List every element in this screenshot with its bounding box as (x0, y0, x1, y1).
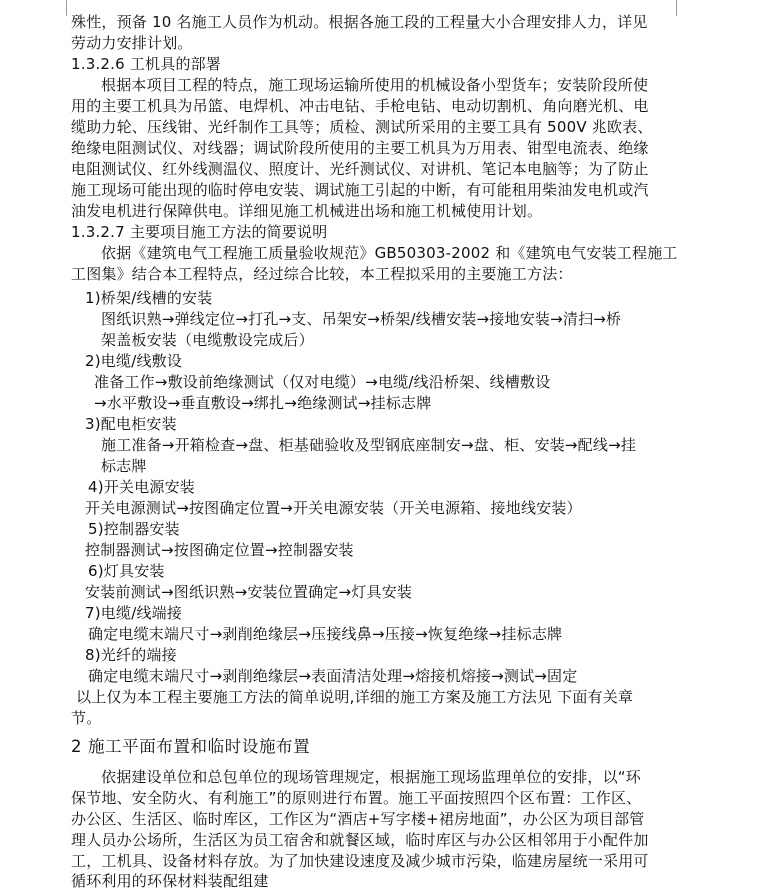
list-item-title: 5)控制器安装 (88, 520, 180, 538)
list-item-title: 3)配电柜安装 (85, 415, 177, 433)
list-item-body: 确定电缆末端尺寸→剥削绝缘层→压接线鼻→压接→恢复绝缘→挂标志牌 (88, 625, 563, 643)
list-item-body: 架盖板安装（电缆敷设完成后） (101, 331, 314, 349)
paragraph-line: 油发电机进行保障供电。详细见施工机械进出场和施工机械使用计划。 (71, 202, 543, 220)
list-item-body: 图纸识熟→弹线定位→打孔→支、吊架安→桥架/线槽安装→接地安装→清扫→桥 (101, 310, 622, 328)
section-heading-1-3-2-7: 1.3.2.7 主要项目施工方法的简要说明 (71, 223, 328, 241)
paragraph-line: 理人员办公场所，生活区为员工宿舍和就餐区域，临时库区与办公区相邻用于小配件加 (71, 831, 649, 849)
list-item-title: 1)桥架/线槽的安装 (85, 289, 213, 307)
list-item-body: 标志牌 (101, 457, 147, 475)
section-heading-1-3-2-6: 1.3.2.6 工机具的部署 (71, 55, 222, 73)
paragraph-line: 循环利用的环保材料装配组建 (71, 872, 269, 890)
list-item-body: 开关电源测试→按图确定位置→开关电源安装（开关电源箱、接地线安装） (85, 499, 582, 517)
list-item-body: 确定电缆末端尺寸→剥削绝缘层→表面清洁处理→熔接机熔接→测试→固定 (88, 667, 578, 685)
paragraph-line: 工图集》结合本工程特点，经过综合比较，本工程拟采用的主要施工方法： (71, 265, 573, 283)
list-item-title: 6)灯具安装 (88, 562, 165, 580)
list-item-body: 准备工作→敷设前绝缘测试（仅对电缆）→电缆/线沿桥架、线槽敷设 (94, 373, 551, 391)
paragraph-line: 用的主要工机具为吊篮、电焊机、冲击电钻、手枪电钻、电动切割机、角向磨光机、电 (71, 97, 649, 115)
margin-crop-mark (66, 0, 67, 16)
paragraph-line: 劳动力安排计划。 (71, 34, 193, 52)
paragraph-line: 缆助力轮、压线钳、光纤制作工具等；质检、测试所采用的主要工具有 500V 兆欧表、 (71, 118, 653, 136)
paragraph-line: 根据本项目工程的特点，施工现场运输所使用的机械设备小型货车；安装阶段所使 (101, 76, 649, 94)
paragraph-line: 依据建设单位和总包单位的现场管理规定，根据施工现场监理单位的安排，以“环 (101, 768, 641, 786)
margin-crop-mark (676, 0, 677, 16)
list-item-title: 7)电缆/线端接 (85, 604, 183, 622)
paragraph-line: 以上仅为本工程主要施工方法的简单说明,详细的施工方案及施工方法见 下面有关章 (76, 688, 634, 706)
paragraph-line: 办公区、生活区、临时库区，工作区为“酒店+写字楼+裙房地面”，办公区为项目部管 (71, 810, 645, 828)
paragraph-line: 施工现场可能出现的临时停电安装、调试施工引起的中断，有可能租用柴油发电机或汽 (71, 181, 649, 199)
paragraph-line: 殊性，预备 10 名施工人员作为机动。根据各施工段的工程量大小合理安排人力，详见 (71, 13, 648, 31)
paragraph-line: 依据《建筑电气工程施工质量验收规范》GB50303-2002 和《建筑电气安装工程施工 (101, 244, 678, 262)
list-item-body: 控制器测试→按图确定位置→控制器安装 (85, 541, 354, 559)
list-item-body: 安装前测试→图纸识熟→安装位置确定→灯具安装 (85, 583, 413, 601)
list-item-title: 4)开关电源安装 (88, 478, 195, 496)
paragraph-line: 绝缘电阻测试仪、对线器；调试阶段所使用的主要工机具为万用表、钳型电流表、绝缘 (71, 139, 649, 157)
paragraph-line: 电阻测试仪、红外线测温仪、照度计、光纤测试仪、对讲机、笔记本电脑等；为了防止 (71, 160, 649, 178)
list-item-body: 施工准备→开箱检查→盘、柜基础验收及型钢底座制安→盘、柜、安装→配线→挂 (101, 436, 637, 454)
list-item-body: →水平敷设→垂直敷设→绑扎→绝缘测试→挂标志牌 (94, 394, 432, 412)
list-item-title: 2)电缆/线敷设 (85, 352, 183, 370)
paragraph-line: 工，工机具、设备材料存放。为了加快建设速度及减少城市污染，临建房屋统一采用可 (71, 852, 649, 870)
chapter-heading: 2 施工平面布置和临时设施布置 (71, 737, 311, 756)
paragraph-line: 节。 (71, 709, 102, 727)
paragraph-line: 保节地、安全防火、有利施工”的原则进行布置。施工平面按照四个区布置：工作区、 (71, 789, 642, 807)
list-item-title: 8)光纤的端接 (85, 646, 177, 664)
